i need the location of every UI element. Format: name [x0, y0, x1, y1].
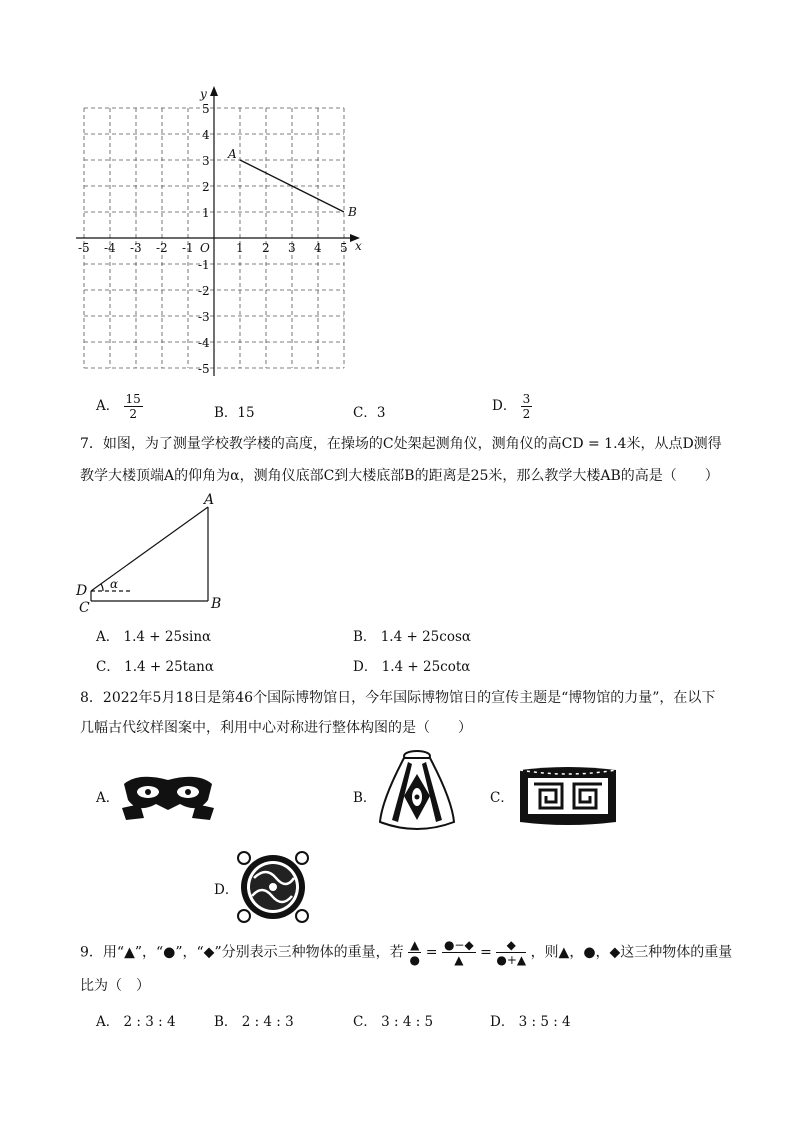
x-tick: 3 — [288, 241, 296, 255]
spiral-pattern-image — [516, 764, 620, 828]
fraction-numerator: ●−◆ — [443, 938, 474, 952]
y-tick: 5 — [202, 102, 210, 116]
fraction — [124, 392, 143, 421]
point-a-label: A — [228, 147, 237, 161]
q9-option-d[interactable]: D． 3 : 5 : 4 — [490, 1014, 571, 1030]
x-tick: 4 — [314, 241, 322, 255]
q7-option-b[interactable]: B． 1.4 + 25cosα — [353, 629, 471, 645]
fraction-numerator: ◆ — [496, 938, 526, 953]
q9-line-1 — [80, 938, 732, 967]
vertex-b-label: B — [211, 596, 222, 612]
vertex-c-label: C — [79, 600, 90, 615]
mask-pattern-image — [118, 770, 218, 822]
origin-label: O — [200, 241, 210, 255]
x-axis-label: x — [355, 239, 362, 253]
q9-line-1-prefix: 9．用“▲”，“●”，“◆”分别表示三种物体的重量，若 — [80, 944, 404, 961]
equals-sign: = — [480, 944, 492, 961]
angle-alpha-label: α — [110, 577, 119, 591]
q6-option-d[interactable] — [492, 392, 532, 421]
fraction-denominator: ●+▲ — [496, 953, 527, 967]
option-value: 3 — [376, 405, 386, 421]
q7-line-2: 教学大楼顶端A的仰角为α，测角仪底部C到大楼底部B的距离是25米，那么教学大楼AB的高是（ ） — [80, 468, 719, 484]
circular-pattern-image — [232, 848, 314, 926]
q6-option-b[interactable] — [214, 401, 255, 421]
x-tick: -5 — [78, 241, 90, 255]
y-tick: -4 — [198, 336, 210, 350]
vase-pattern-image — [372, 750, 462, 836]
q7-option-c[interactable]: C． 1.4 + 25tanα — [96, 659, 214, 675]
x-tick: -2 — [156, 241, 168, 255]
x-tick: -3 — [130, 241, 142, 255]
x-tick: 5 — [340, 241, 348, 255]
q7-option-a[interactable]: A． 1.4 + 25sinα — [96, 629, 212, 645]
y-tick: 4 — [202, 128, 210, 142]
x-tick: 1 — [236, 241, 244, 255]
option-letter: D． — [492, 398, 517, 414]
y-tick: -5 — [198, 362, 210, 376]
fraction — [408, 938, 421, 967]
fraction-denominator: ● — [409, 953, 420, 967]
y-tick: 3 — [202, 154, 210, 168]
q9-option-a[interactable]: A． 2 : 3 : 4 — [96, 1014, 176, 1030]
fraction-numerator: ▲ — [410, 938, 420, 952]
y-tick: -2 — [198, 284, 210, 298]
triangle-figure — [74, 490, 234, 615]
fraction-numerator: 3 — [522, 392, 531, 406]
q9-line-2: 比为（ ） — [80, 978, 150, 994]
fraction-denominator: ▲ — [454, 953, 464, 967]
q8-option-b-label[interactable]: B． — [353, 790, 377, 806]
y-tick: -3 — [198, 310, 210, 324]
point-b-label: B — [348, 205, 357, 219]
option-letter: C． — [353, 405, 377, 421]
q8-option-c-label[interactable]: C． — [490, 790, 514, 806]
equals-sign: = — [425, 944, 438, 961]
option-value: 15 — [237, 405, 255, 421]
vertex-a-label: A — [204, 492, 215, 508]
x-tick: 2 — [262, 241, 270, 255]
q9-option-c[interactable]: C． 3 : 4 : 5 — [353, 1014, 434, 1030]
fraction-denominator: 2 — [129, 407, 137, 421]
vertex-d-label: D — [76, 583, 88, 599]
q8-option-a-label[interactable]: A． — [96, 790, 120, 806]
q8-line-2: 几幅古代纹样图案中，利用中心对称进行整体构图的是（ ） — [80, 720, 472, 736]
q9-line-1-suffix: ，则▲，●，◆这三种物体的重量 — [530, 944, 733, 961]
y-tick: -1 — [198, 258, 210, 272]
option-letter: B． — [214, 405, 238, 421]
q6-option-a[interactable] — [96, 392, 143, 421]
y-tick: 1 — [202, 206, 210, 220]
x-tick: -1 — [182, 241, 194, 255]
q7-option-d[interactable]: D． 1.4 + 25cotα — [353, 659, 471, 675]
y-tick: 2 — [202, 180, 210, 194]
x-tick: -4 — [104, 241, 116, 255]
q9-option-b[interactable]: B． 2 : 4 : 3 — [214, 1014, 294, 1030]
coordinate-graph — [70, 82, 370, 382]
q8-line-1: 8．2022年5月18日是第46个国际博物馆日，今年国际博物馆日的宣传主题是“博物馆的力量”，在以下 — [80, 690, 716, 706]
q6-option-c[interactable] — [353, 401, 385, 421]
y-axis-label: y — [200, 87, 207, 101]
fraction — [442, 938, 476, 967]
q8-option-d-label[interactable]: D． — [214, 882, 239, 898]
fraction-numerator: 15 — [125, 392, 141, 406]
fraction — [496, 938, 526, 967]
q7-line-1: 7．如图，为了测量学校教学楼的高度，在操场的C处架起测角仪，测角仪的高CD = 1.4米，从点D测得 — [80, 436, 722, 452]
fraction — [521, 392, 533, 421]
fraction-denominator: 2 — [522, 407, 531, 421]
option-letter: A． — [96, 398, 120, 414]
